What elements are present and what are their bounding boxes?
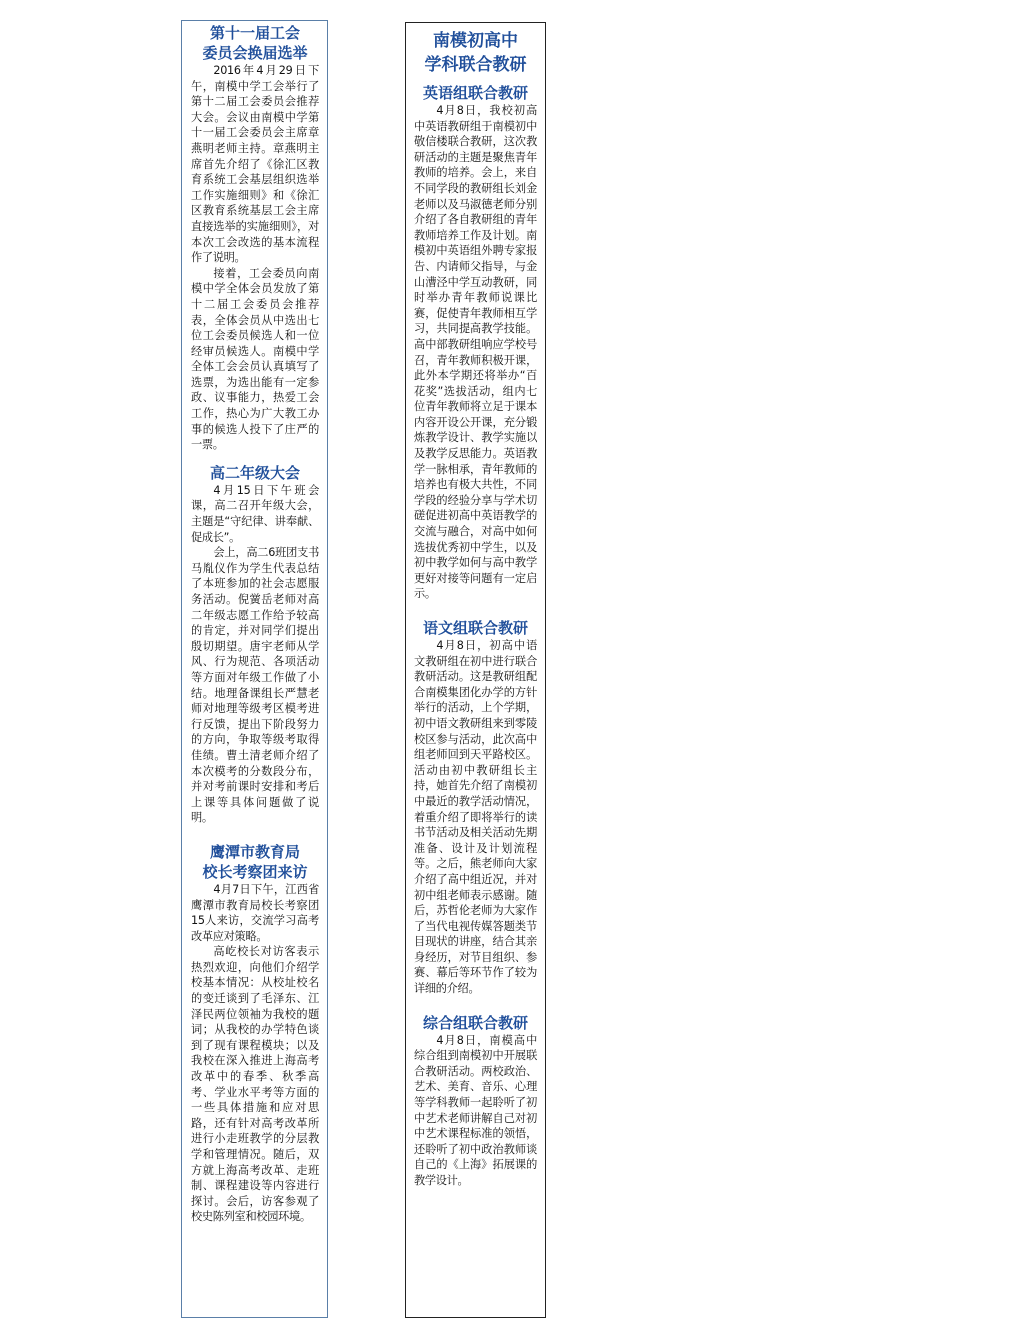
column-title <box>414 29 537 77</box>
article-paragraph: 4月8日，南模高中综合组到南模初中开展联合教研活动。两校政治、艺术、美育、音乐、心理等学科教师一起聆听了初中艺术老师讲解自己对初中艺术课程标准的领悟，还聆听了初中政治教师谈自己的《上海》拓展课的教学设计。 <box>414 1033 537 1187</box>
article-paragraph: 高屹校长对访客表示热烈欢迎，向他们介绍学校基本情况：从校址校名的变迁谈到了毛泽东、江泽民两位领袖为我校的题词；从我校的办学特色谈到了现有课程模块；以及我校在深入推进上海高考改革中的春季、秋季高考、学业水平考等方面的一些具体措施和应对思路，还有针对高考改革所进行小走班教学的分层教学和管理情况。随后，双方就上海高考改革、走班制、课程建设等内容进行探讨。会后，访客参观了校史陈列室和校园环境。 <box>191 945 319 1224</box>
right-column <box>405 22 546 1318</box>
article-title-line: 综合组联合教研 <box>422 1013 528 1032</box>
left-column <box>181 20 328 1318</box>
article-yingtan-visit <box>191 842 319 1225</box>
article-paragraph: 会上，高二6班团支书马胤仪作为学生代表总结了本班参加的社会志愿服务活动。倪黉岳老师对高二年级志愿工作给予较高的肯定，并对同学们提出殷切期望。唐宇老师从学风、行为规范、各项活动等方面对年级工作做了小结。地理备课组长严慧老师对地理等级考区模考进行反馈，提出下阶段努力的方向，争取等级考取得佳绩。曹土清老师介绍了本次模考的分数段分布，并对考前课时安排和考后上课等具体问题做了说明。 <box>191 546 319 825</box>
article-title <box>414 618 537 638</box>
article-title-line: 第十一届工会 <box>209 24 300 42</box>
column-title-line: 南模初高中 <box>433 31 518 51</box>
article-paragraph: 4月7日下午，江西省鹰潭市教育局校长考察团15人来访，交流学习高考改革应对策略。 <box>191 882 319 943</box>
article-paragraph: 4月15日下午班会课，高二召开年级大会，主题是“守纪律、讲奉献、促成长”。 <box>191 483 319 544</box>
article-union-election <box>191 23 319 453</box>
article-title-line: 委员会换届选举 <box>202 44 308 62</box>
article-paragraph: 接着，工会委员向南模中学全体会员发放了第十二届工会委员会推荐表，全体会员从中选出七位工会委员候选人和一位经审员候选人。南模中学全体工会会员认真填写了选票，为选出能有一定参政、议事能力，热爱工会工作，热心为广大教工办事的候选人投下了庄严的一票。 <box>191 266 319 452</box>
article-paragraph: 2016年4月29日下午，南模中学工会举行了第十二届工会委员会推荐大会。会议由南模中学第十一届工会委员会主席章燕明老师主持。章燕明主席首先介绍了《徐汇区教育系统工会基层组织选举工作实施细则》和《徐汇区教育系统基层工会主席直接选举的实施细则》，对本次工会改选的基本流程作了说明。 <box>191 64 319 265</box>
article-paragraph: 4月8日，初高中语文教研组在初中进行联合教研活动。这是教研组配合南模集团化办学的方针举行的活动，上个学期，初中语文教研组来到零陵校区参与活动，此次高中组老师回到天平路校区。活动由初中教研组长主持，她首先介绍了南模初中最近的教学活动情况，着重介绍了即将举行的读书节活动及相关活动先期准备、设计及计划流程等。之后，熊老师向大家介绍了高中组近况，并对初中组老师表示感谢。随后，苏哲伦老师为大家作了当代电视传媒答题类节目现状的讲座，结合其亲身经历，对节目组织、参赛、幕后等环节作了较为详细的介绍。 <box>414 639 537 996</box>
article-title <box>191 463 319 483</box>
article-english-research <box>414 83 537 602</box>
article-title-line: 高二年级大会 <box>209 463 300 482</box>
article-title <box>414 1013 537 1033</box>
article-title-line: 语文组联合教研 <box>422 619 528 637</box>
article-title <box>191 842 319 882</box>
article-paragraph: 4月8日，我校初高中英语教研组于南模初中敬信楼联合教研，这次教研活动的主题是聚焦青年教师的培养。会上，来自不同学段的教研组长刘金老师以及马淑德老师分别介绍了各自教研组的青年教师培养工作及计划。南模初中英语组外聘专家报告、内请师父指导，与金山漕泾中学互动教研，同时举办青年教师说课比赛，促使青年教师相互学习，共同提高教学技能。高中部教研组响应学校号召，青年教师积极开课，此外本学期还将举办“百花奖”选拔活动，组内七位青年教师将立足于课本内容开设公开课，充分锻炼教学设计、教学实施以及教学反思能力。英语教学一脉相承，青年教师的培养也有极大共性，不同学段的经验分享与学术切磋促进初高中英语教学的交流与融合，对高中如何选拔优秀初中学生，以及初中教学如何与高中教学更好对接等问题有一定启示。 <box>414 104 537 601</box>
article-chinese-research <box>414 618 537 997</box>
article-grade-meeting <box>191 463 319 826</box>
article-title-line: 英语组联合教研 <box>422 84 528 102</box>
article-title <box>414 83 537 103</box>
article-comprehensive-research <box>414 1013 537 1189</box>
article-title-line: 校长考察团来访 <box>202 862 308 881</box>
column-title-line: 学科联合教研 <box>424 55 527 75</box>
article-title-line: 鹰潭市教育局 <box>209 842 300 861</box>
article-title <box>191 23 319 63</box>
